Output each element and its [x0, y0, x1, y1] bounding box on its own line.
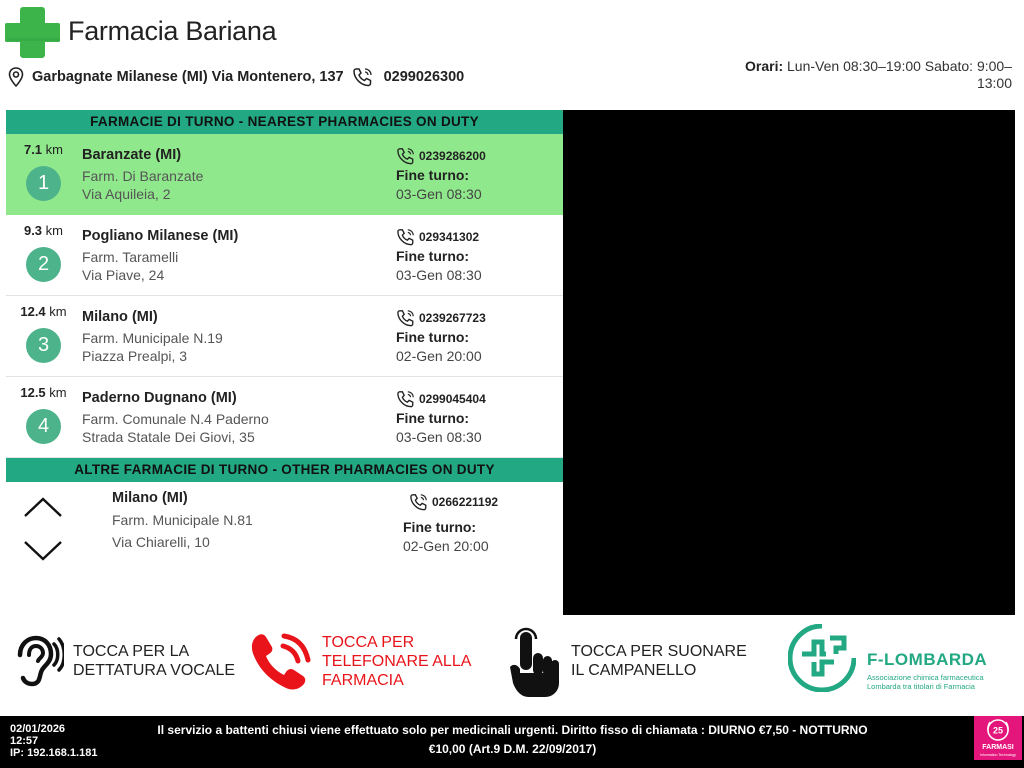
pharmacy-row[interactable]: [6, 296, 563, 377]
pharmacy-phone-row: 0239286200: [396, 147, 486, 165]
phone-icon: [396, 390, 416, 408]
distance: 12.5 km: [20, 385, 67, 400]
farmasi-text: FARMASI: [982, 744, 1014, 751]
voice-dictation-button[interactable]: [8, 622, 235, 700]
f-lombarda-title: F-LOMBARDA: [867, 650, 988, 669]
pharmacy-street: Strada Statale Dei Giovi, 35: [82, 429, 255, 445]
f-lombarda-emblem-icon: [788, 624, 856, 692]
pharmacy-city: Milano (MI): [82, 309, 158, 325]
nearest-header: FARMACIE DI TURNO - NEAREST PHARMACIES ON DUTY: [6, 110, 563, 134]
shift-end-time: 02-Gen 20:00: [396, 348, 482, 364]
ring-bell-label: TOCCA PER SUONARE IL CAMPANELLO: [571, 643, 747, 679]
shift-end-time: 03-Gen 08:30: [396, 429, 482, 445]
f-lombarda-subtitle: Lombarda tra titolari di Farmacia: [867, 682, 975, 691]
ear-icon: [8, 633, 64, 689]
call-pharmacy-label: TOCCA PER TELEFONARE ALLA FARMACIA: [322, 633, 472, 689]
svg-text:25: 25: [992, 725, 1004, 736]
pharmacy-street: Via Aquileia, 2: [82, 186, 171, 202]
shift-end-label: Fine turno:: [396, 329, 470, 345]
pharmacy-street: Piazza Prealpi, 3: [82, 348, 188, 364]
shift-end-label: Fine turno:: [396, 410, 470, 426]
touch-hand-icon: [507, 623, 561, 699]
phone-call-icon: [248, 628, 316, 694]
rank-badge: 3: [26, 328, 61, 363]
rank-badge: 2: [26, 247, 61, 282]
pharmacy-name: Farmacia Bariana: [68, 16, 277, 46]
shift-end-label: Fine turno:: [403, 519, 477, 535]
pharmacy-name-label: Farm. Comunale N.4 Paderno: [82, 411, 269, 427]
scroll-down-icon[interactable]: [22, 538, 64, 564]
pharmacy-row[interactable]: [6, 377, 563, 458]
datetime-ip: [10, 723, 97, 759]
shift-end-time: 02-Gen 20:00: [403, 538, 489, 554]
pharmacy-name-label: Farm. Taramelli: [82, 249, 179, 265]
rank-badge: 1: [26, 166, 61, 201]
distance: 12.4 km: [20, 304, 67, 319]
pharmacy-phone-row: 0266221192: [409, 493, 498, 511]
address-row: [8, 66, 464, 88]
current-time: 12:57: [10, 735, 39, 747]
phone-icon: [409, 493, 429, 511]
rank-badge: 4: [26, 409, 61, 444]
pharmacy-cross-logo: [5, 5, 60, 60]
phone-icon: [352, 67, 374, 87]
pharmacy-phone-row: 029341302: [396, 228, 479, 246]
scroll-up-icon[interactable]: [22, 494, 64, 520]
pharmacies-list: [6, 110, 563, 615]
phone-icon: [396, 228, 416, 246]
pharmacy-city: Paderno Dugnano (MI): [82, 390, 237, 406]
hours-label: Orari:: [745, 58, 784, 74]
shift-end-time: 03-Gen 08:30: [396, 267, 482, 283]
pharmacy-name-label: Farm. Municipale N.19: [82, 330, 223, 346]
footer-bar: [0, 716, 1024, 768]
pharmacy-city: Milano (MI): [112, 490, 188, 506]
distance: 9.3 km: [23, 223, 64, 238]
pharmacy-phone-row: 0299045404: [396, 390, 486, 408]
call-pharmacy-button[interactable]: [248, 622, 471, 700]
pharmacy-city: Baranzate (MI): [82, 147, 182, 163]
ip-address: IP: 192.168.1.181: [10, 747, 98, 759]
phone-icon: [396, 309, 416, 327]
pharmacy-city: Pogliano Milanese (MI): [82, 228, 239, 244]
media-panel: [563, 110, 1015, 615]
f-lombarda-subtitle: Associazione chimica farmaceutica: [867, 673, 984, 682]
pharmacy-street: Via Chiarelli, 10: [112, 534, 210, 550]
shift-end-label: Fine turno:: [396, 248, 470, 264]
phone-icon: [396, 147, 416, 165]
opening-hours: [712, 58, 1012, 92]
pharmacy-phone: 0299026300: [383, 69, 465, 85]
location-pin-icon: [8, 67, 24, 87]
farmasi-subtext: Information Technology: [979, 753, 1017, 757]
shift-end-time: 03-Gen 08:30: [396, 186, 482, 202]
f-lombarda-logo: [788, 624, 1008, 692]
pharmacy-row[interactable]: [6, 215, 563, 296]
distance: 7.1 km: [23, 142, 64, 157]
service-note: Il servizio a battenti chiusi viene effettuato solo per medicinali urgenti. Diritto fisso di chiamata : DIURNO €7,50 - NOTTURNO €10,00 (Art.9 D.M. 22/09/2017): [157, 723, 868, 756]
laurel-badge-icon: [974, 716, 1022, 744]
pharmacy-name-label: Farm. Di Baranzate: [82, 168, 204, 184]
pharmacy-row[interactable]: [6, 134, 563, 215]
current-date: 02/01/2026: [10, 723, 66, 735]
other-pharmacies-header: ALTRE FARMACIE DI TURNO - OTHER PHARMACIES ON DUTY: [6, 458, 563, 482]
pharmacy-phone-row: 0239267723: [396, 309, 486, 327]
hours-text: Lun-Ven 08:30–19:00 Sabato: 9:00–13:00: [787, 58, 1012, 91]
voice-dictation-label: TOCCA PER LA DETTATURA VOCALE: [73, 643, 236, 679]
other-pharmacy-panel: [6, 482, 563, 615]
address-text: Garbagnate Milanese (MI) Via Montenero, 137: [32, 69, 344, 85]
ring-bell-button[interactable]: [507, 622, 747, 700]
farmasi-logo: [974, 716, 1022, 760]
shift-end-label: Fine turno:: [396, 167, 470, 183]
pharmacy-name-label: Farm. Municipale N.81: [112, 512, 253, 528]
pharmacy-street: Via Piave, 24: [82, 267, 165, 283]
